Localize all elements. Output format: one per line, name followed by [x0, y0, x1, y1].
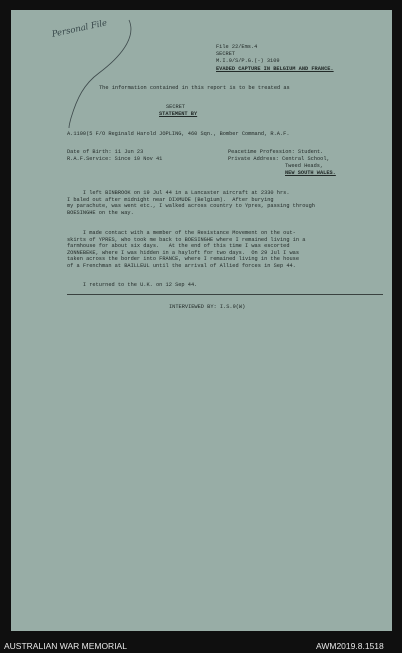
header-classification: SECRET — [216, 51, 236, 57]
statement-paragraph: I returned to the U.K. on 12 Sep 44. — [67, 282, 198, 288]
document-page — [11, 10, 392, 631]
person-line: A.1100(5 F/O Reginald Harold JOPLING, 460 Sqn., Bomber Command, R.A.F. — [67, 131, 290, 137]
statement-by-heading: STATEMENT BY — [159, 111, 198, 117]
private-address-line2: Tweed Heads, — [285, 163, 324, 169]
raf-service: R.A.F.Service: Since 10 Nov 41 — [67, 156, 163, 162]
statement-paragraph: I made contact with a member of the Resistance Movement on the out- skirts of YPRES, who took me back to BOESINGHE where I remained living in a farmhouse for about six days. At the end of this time I was escorted ZONNEBEKE, where I was hidden in a hayloft for two days. On 29 Jul I was taken across the border into FRANCE, where I remained living in the house of a Frenchman at BAILLEUL until the arrival of Allied forces in Sep 44. — [67, 230, 306, 269]
statement-paragraph: I left BINBROOK on 19 Jul 44 in a Lancaster aircraft at 2330 hrs. I baled out after midnight near DIXMUDE (Belgium). After burying my parachute, was went etc., I walked across country to Ypres, passing through BOESINGHE on the way. — [67, 190, 315, 216]
divider-line — [67, 294, 383, 295]
mi-reference: M.I.9/S/P.G.(-) 3109 — [216, 58, 280, 64]
report-title: EVADED CAPTURE IN BELGIUM AND FRANCE. — [216, 66, 334, 72]
footer-archive-name: AUSTRALIAN WAR MEMORIAL — [4, 641, 127, 651]
private-address-line1: Private Address: Central School, — [228, 156, 330, 162]
file-reference: File 22/Ems.4 — [216, 44, 258, 50]
notice-text: The information contained in this report is to be treated as — [99, 85, 290, 91]
footer-accession-number: AWM2019.8.1518 — [316, 641, 384, 651]
notice-secret: SECRET — [166, 104, 186, 110]
handwritten-annotation — [29, 18, 139, 128]
handwritten-stroke-icon — [29, 18, 139, 128]
date-of-birth: Date of Birth: 11 Jun 23 — [67, 149, 144, 155]
peacetime-profession: Peacetime Profession: Student. — [228, 149, 324, 155]
private-address-line3: NEW SOUTH WALES. — [285, 170, 336, 176]
interviewed-by: INTERVIEWED BY: I.S.9(W) — [169, 304, 246, 310]
handwritten-note: Personal File — [51, 18, 109, 40]
